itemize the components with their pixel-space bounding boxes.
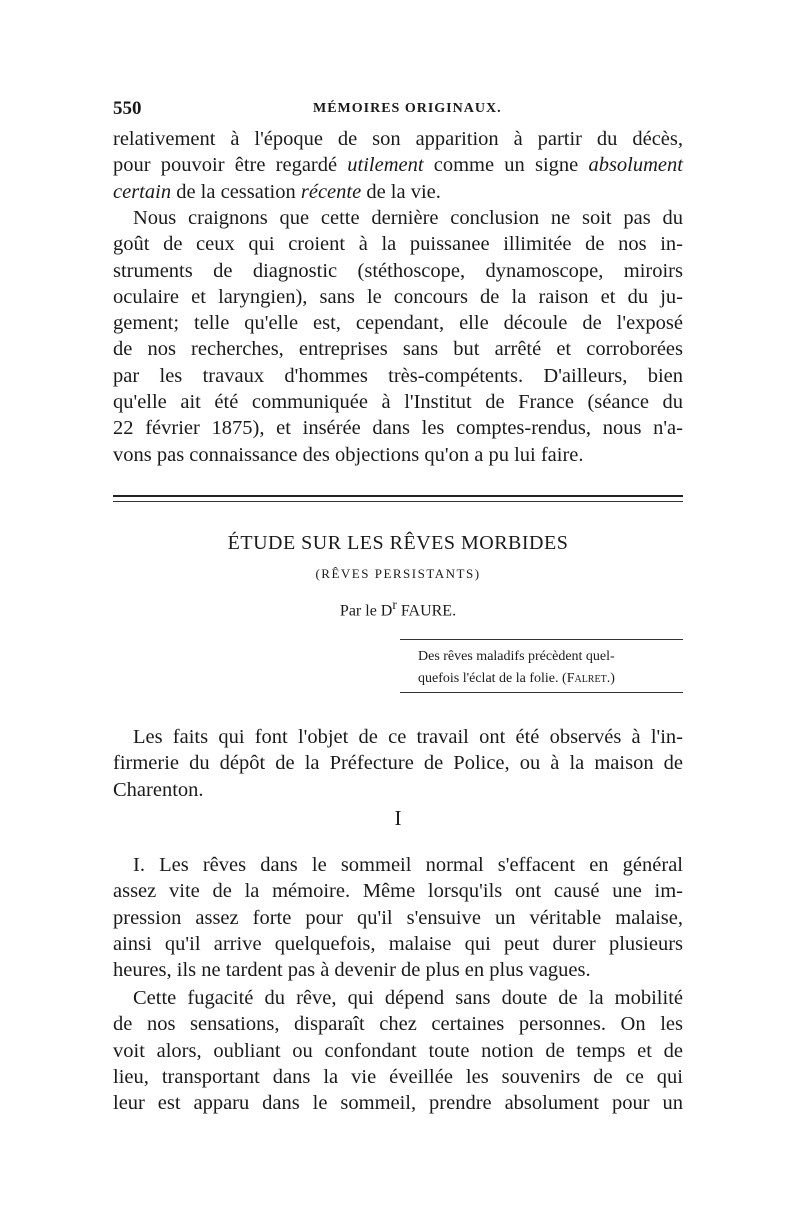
text-line: Charenton. — [113, 778, 204, 801]
byline-prefix: Par le D — [339, 602, 393, 620]
author-name: FAURE. — [396, 602, 457, 620]
text-line: qu'elle ait été communiquée à l'Institut de France (séance du — [113, 391, 683, 414]
text-line: de nos sensations, disparaît chez certaines personnes. On les — [113, 1013, 683, 1036]
italic-text: certain — [113, 180, 172, 203]
text-line: Nous craignons que cette dernière conclusion ne soit pas du — [133, 207, 683, 229]
intro-paragraph — [113, 724, 683, 803]
paragraph — [113, 985, 683, 1116]
italic-text: absolument — [588, 154, 683, 177]
text-line: firmerie du dépôt de la Préfecture de Police, ou à la maison de — [113, 752, 683, 775]
text-run: pour pouvoir être regardé — [113, 154, 348, 177]
continued-paragraph — [113, 126, 683, 205]
section-divider — [113, 495, 683, 497]
epigraph — [418, 646, 683, 690]
text-line: I. Les rêves dans le sommeil normal s'effacent en général — [133, 854, 683, 876]
epigraph-rule — [400, 639, 683, 640]
text-run: comme un signe — [423, 154, 589, 177]
epigraph-line: Des rêves maladifs précèdent quel- — [418, 649, 615, 664]
epigraph-rule — [400, 692, 683, 693]
article-title: ÉTUDE SUR LES RÊVES MORBIDES — [227, 532, 569, 554]
text-line: ainsi qu'il arrive quelquefois, malaise qui peut durer plusieurs — [113, 932, 683, 955]
section-divider — [113, 501, 683, 502]
text-line: pression assez forte pour qu'il s'ensuive un véritable malaise, — [113, 906, 683, 929]
text-line: assez vite de la mémoire. Même lorsqu'ils ont causé une im- — [113, 880, 683, 903]
page-header — [113, 98, 683, 124]
text-line: oculaire et laryngien), sans le concours de la raison et du ju- — [113, 285, 683, 308]
italic-text: récente — [300, 180, 362, 203]
epigraph-author: Falret — [566, 671, 607, 686]
text-line: leur est apparu dans le sommeil, prendre absolument pour un — [113, 1092, 683, 1115]
running-head: MÉMOIRES ORIGINAUX. — [313, 101, 502, 116]
text-line: par les travaux d'hommes très-compétents. D'ailleurs, bien — [113, 364, 683, 387]
text-line: Les faits qui font l'objet de ce travail ont été observés à l'in- — [133, 726, 683, 748]
epigraph-line — [418, 668, 683, 690]
text-run: .) — [606, 671, 615, 686]
paragraph — [113, 852, 683, 983]
text-run: de la vie. — [361, 180, 441, 203]
text-line: gement; telle qu'elle est, cependant, elle découle de l'exposé — [113, 312, 683, 335]
text-line: lieu, transportant dans la vie éveillée les souvenirs de ce qui — [113, 1065, 683, 1088]
italic-text: utilement — [347, 154, 424, 177]
text-run: de la cessation — [171, 180, 301, 203]
article-subtitle: (RÊVES PERSISTANTS) — [315, 566, 481, 581]
paragraph — [113, 205, 683, 468]
text-run: quefois l'éclat de la folie. ( — [418, 671, 567, 686]
section-numeral: I — [394, 806, 402, 830]
text-line: de nos recherches, entreprises sans but arrêté et corroborées — [113, 338, 683, 361]
text-line: relativement à l'époque de son apparition à partir du décès, — [113, 128, 683, 150]
text-line: Cette fugacité du rêve, qui dépend sans doute de la mobilité — [133, 987, 683, 1009]
text-line — [113, 152, 683, 178]
page-number: 550 — [113, 98, 142, 119]
text-line: 22 février 1875), et insérée dans les comptes-rendus, nous n'a- — [113, 417, 683, 440]
byline-sup: r — [392, 597, 397, 612]
byline — [113, 597, 683, 620]
text-line: voit alors, oubliant ou confondant toute notion de temps et de — [113, 1039, 683, 1062]
text-line: heures, ils ne tardent pas à devenir de plus en plus vagues. — [113, 959, 591, 982]
text-line: struments de diagnostic (stéthoscope, dynamoscope, miroirs — [113, 259, 683, 282]
text-line: vons pas connaissance des objections qu'on a pu lui faire. — [113, 443, 584, 466]
text-line: goût de ceux qui croient à la puissanee illimitée de nos in- — [113, 233, 683, 256]
text-line — [113, 179, 683, 205]
